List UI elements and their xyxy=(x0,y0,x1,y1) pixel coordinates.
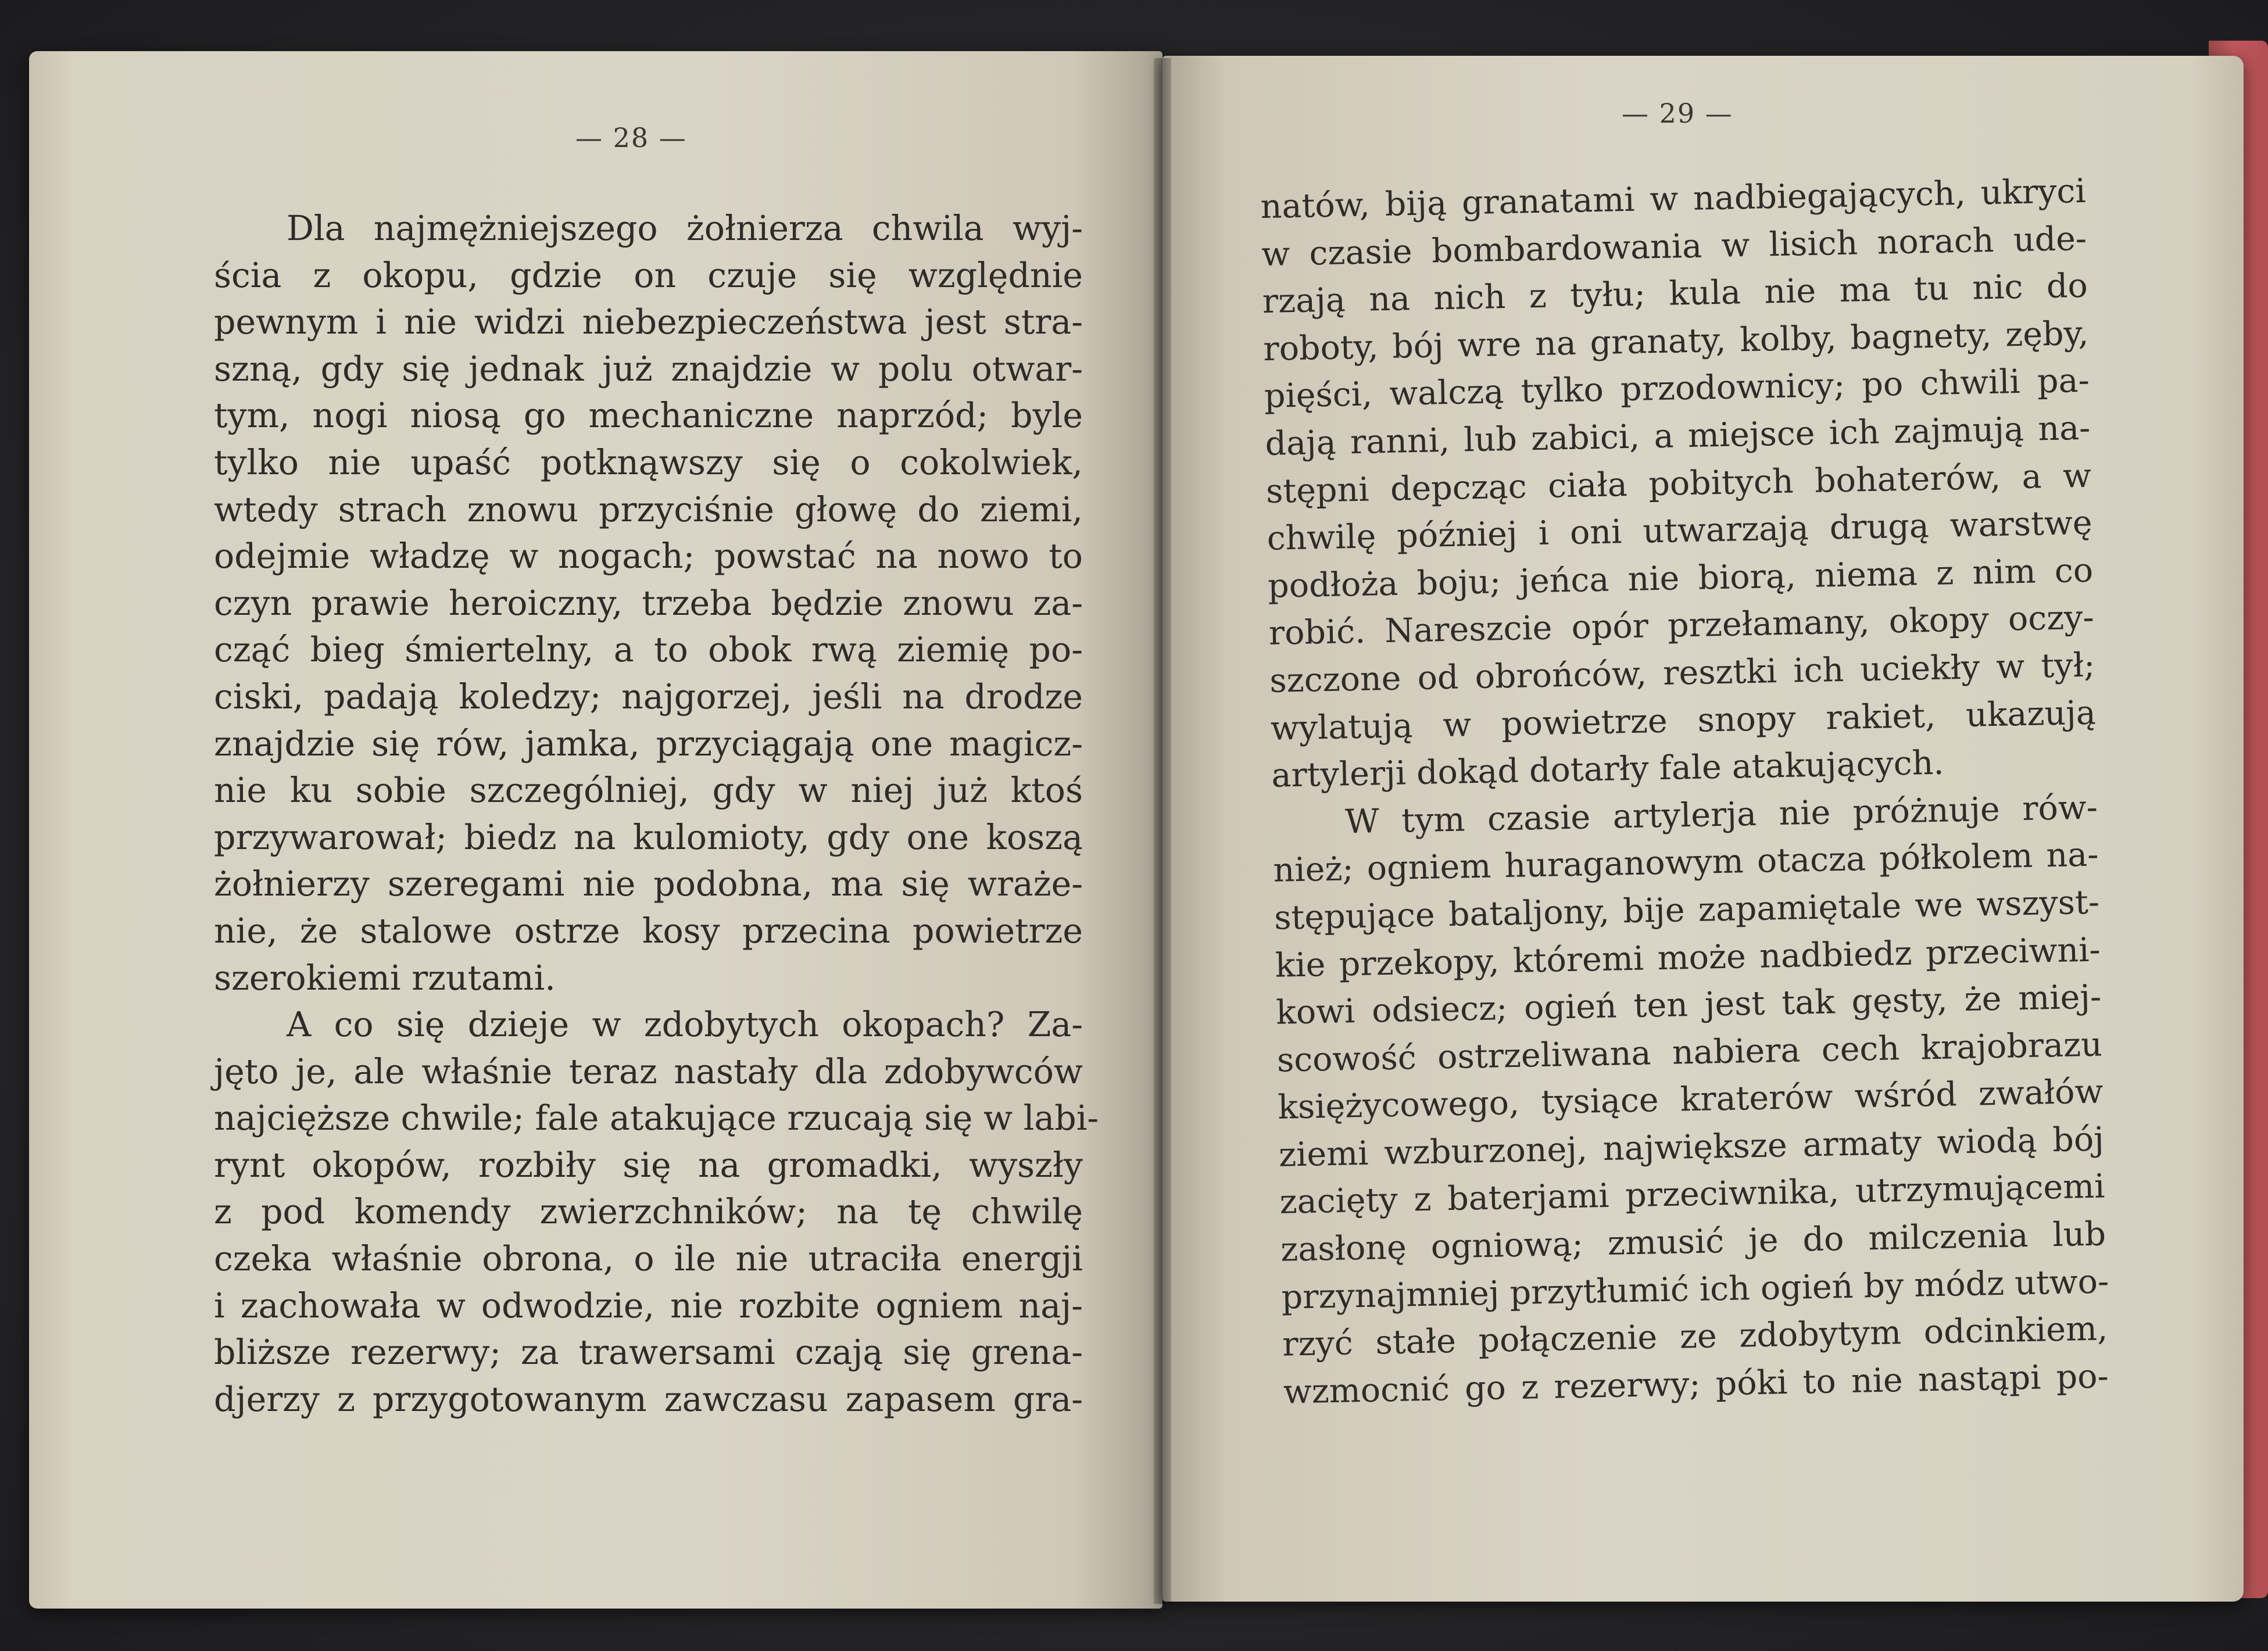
text-line: W tym czasie artylerja nie próżnuje rów- xyxy=(1344,788,2098,841)
text-line: djerzy z przygotowanym zawczasu zapasem gra- xyxy=(214,1379,1083,1419)
text-line: wzmocnić go z rezerwy; póki to nie nastąpi po- xyxy=(1283,1357,2109,1412)
text-line: jęto je, ale właśnie teraz nastały dla zdobywców xyxy=(214,1051,1083,1091)
text-line: w czasie bombardowania w lisich norach ude- xyxy=(1261,219,2087,274)
text-line: nie ku sobie szczególniej, gdy w niej już ktoś xyxy=(214,771,1083,811)
text-line: dają ranni, lub zabici, a miejsce ich zajmują na- xyxy=(1264,409,2091,463)
text-line: artylerji dokąd dotarły fale atakujących. xyxy=(1271,743,1945,795)
text-line: najcięższe chwile; fale atakujące rzucają się w labi- xyxy=(214,1098,1099,1138)
text-line: szną, gdy się jednak już znajdzie w polu otwar- xyxy=(214,349,1083,389)
text-line: A co się dzieje w zdobytych okopach? Za- xyxy=(287,1005,1083,1045)
text-line: scowość ostrzeliwana nabiera cech krajobrazu xyxy=(1276,1025,2103,1080)
text-line: znajdzie się rów, jamka, przyciągają one magicz- xyxy=(214,724,1083,764)
book-gutter xyxy=(1154,58,1171,1604)
text-line: odejmie władzę w nogach; powstać na nowo to xyxy=(214,536,1083,576)
right-page-text xyxy=(1260,168,2109,1416)
text-line: rzają na nich z tyłu; kula nie ma tu nic do xyxy=(1262,266,2088,321)
text-line: księżycowego, tysiące kraterów wśród zwałów xyxy=(1277,1072,2104,1127)
text-line: tym, nogi niosą go mechaniczne naprzód; byle xyxy=(214,396,1083,436)
text-line: czeka właśnie obrona, o ile nie utraciła energji xyxy=(214,1239,1083,1279)
page-number-right: — 29 — xyxy=(1622,98,1733,129)
text-line: pięści, walczą tylko przodownicy; po chwili pa- xyxy=(1264,361,2090,416)
text-line: ciski, padają koledzy; najgorzej, jeśli na drodze xyxy=(214,676,1083,717)
text-line: roboty, bój wre na granaty, kolby, bagnety, zęby, xyxy=(1262,314,2089,368)
text-line: i zachowała w odwodzie, nie rozbite ogniem naj- xyxy=(214,1285,1083,1326)
text-line: stępni depcząc ciała pobitych bohaterów, a w xyxy=(1265,456,2092,511)
left-page-text xyxy=(214,205,1099,1423)
text-line: bliższe rezerwy; za trawersami czają się grena- xyxy=(214,1333,1083,1373)
text-line: zacięty z baterjami przeciwnika, utrzymującemi xyxy=(1279,1167,2106,1222)
text-line: czyn prawie heroiczny, trzeba będzie znowu za- xyxy=(214,583,1083,623)
text-line: podłoża boju; jeńca nie biorą, niema z nim co xyxy=(1267,551,2094,606)
text-line: pewnym i nie widzi niebezpieczeństwa jest stra- xyxy=(214,302,1083,342)
text-line: kowi odsiecz; ogień ten jest tak gęsty, że miej- xyxy=(1275,977,2102,1032)
left-page xyxy=(29,51,1162,1609)
text-line: kie przekopy, któremi może nadbiedz przeciwni- xyxy=(1275,930,2101,985)
text-line: żołnierzy szeregami nie podobna, ma się wraże- xyxy=(214,864,1083,904)
right-page xyxy=(1162,56,2244,1602)
text-line: rynt okopów, rozbiły się na gromadki, wyszły xyxy=(214,1145,1083,1185)
page-number-left: — 28 — xyxy=(575,122,687,153)
text-line: z pod komendy zwierzchników; na tę chwilę xyxy=(214,1192,1083,1232)
text-line: chwilę później i oni utwarzają drugą warstwę xyxy=(1267,503,2093,558)
text-line: zasłonę ogniową; zmusić je do milczenia lub xyxy=(1280,1215,2106,1269)
text-line: ścia z okopu, gdzie on czuje się względnie xyxy=(214,255,1083,295)
text-line: cząć bieg śmiertelny, a to obok rwą ziemię po- xyxy=(214,630,1083,670)
text-line: nie, że stalowe ostrze kosy przecina powietrze xyxy=(214,911,1083,951)
text-line: wtedy strach znowu przyciśnie głowę do ziemi, xyxy=(214,489,1083,529)
text-line: stępujące bataljony, bije zapamiętale we wszyst- xyxy=(1273,883,2100,937)
text-line: przynajmniej przytłumić ich ogień by módz utwo- xyxy=(1281,1262,2109,1317)
text-line: tylko nie upaść potknąwszy się o cokolwiek, xyxy=(214,442,1083,482)
text-line: robić. Nareszcie opór przełamany, okopy oczy- xyxy=(1268,598,2095,653)
text-line: szerokiemi rzutami. xyxy=(214,958,556,998)
text-line: nież; ogniem huraganowym otacza półkolem na- xyxy=(1273,835,2099,890)
text-line: przywarował; biedz na kulomioty, gdy one koszą xyxy=(214,817,1083,857)
text-line: rzyć stałe połączenie ze zdobytym odcinkiem, xyxy=(1282,1309,2108,1364)
text-line: Dla najmężniejszego żołnierza chwila wyj- xyxy=(287,209,1083,248)
text-line: natów, biją granatami w nadbiegających, ukryci xyxy=(1260,171,2087,226)
text-line: wylatują w powietrze snopy rakiet, ukazują xyxy=(1270,693,2097,748)
text-line: szczone od obrońców, resztki ich uciekły w tył; xyxy=(1269,646,2095,700)
text-line: ziemi wzburzonej, największe armaty wiodą bój xyxy=(1278,1120,2105,1174)
